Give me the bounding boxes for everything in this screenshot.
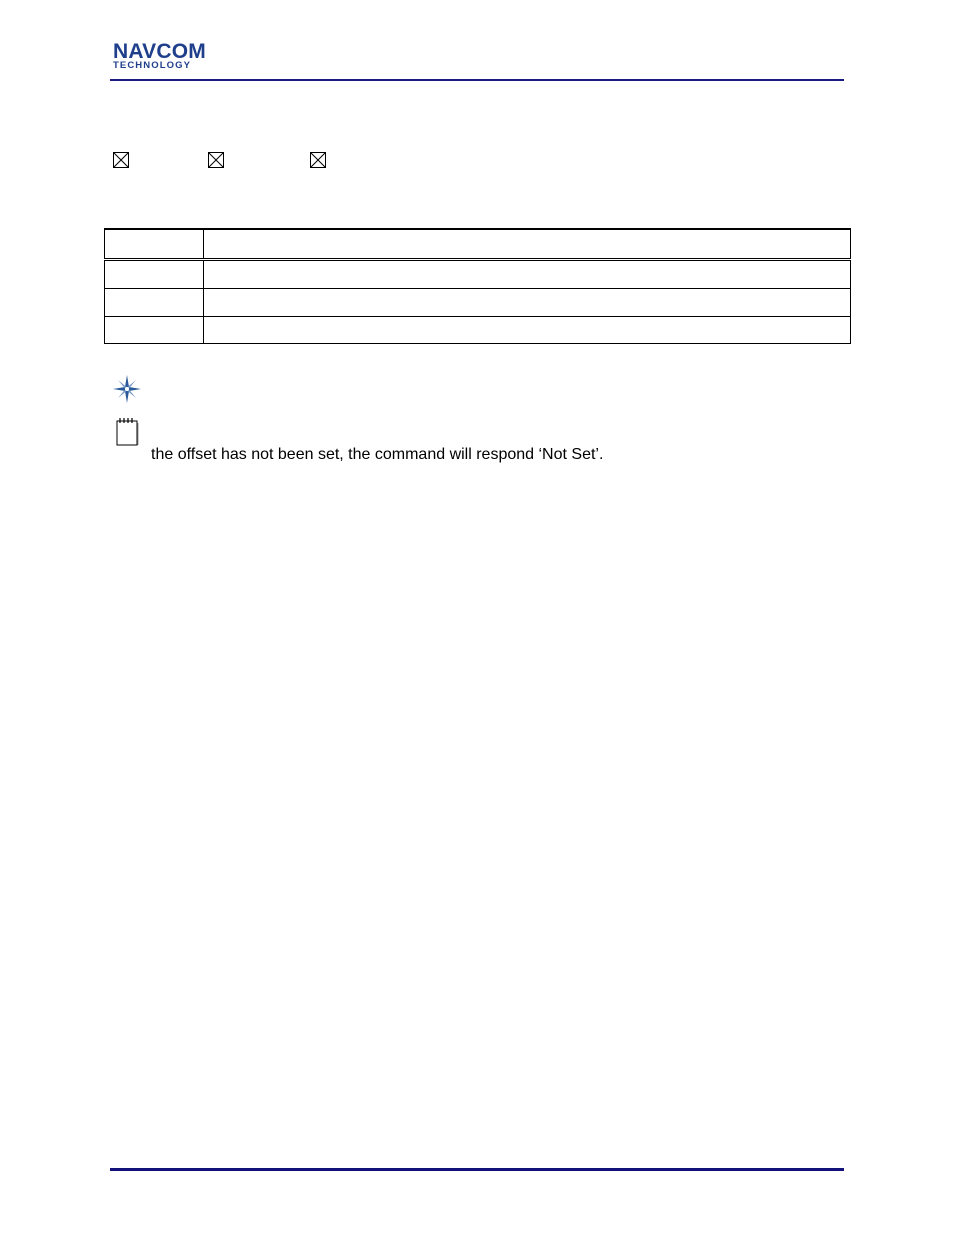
logo-subtitle: TECHNOLOGY xyxy=(113,60,192,71)
table-row xyxy=(105,317,851,344)
note-text: the offset has not been set, the command will respond ‘Not Set’. xyxy=(151,446,604,463)
table-cell xyxy=(204,289,851,317)
logo-wordmark: NAVCOM xyxy=(113,40,206,63)
header-rule xyxy=(110,79,844,81)
navcom-logo xyxy=(113,42,235,71)
compass-star-icon xyxy=(113,375,141,403)
checkbox-x-icon xyxy=(113,152,129,168)
table-cell xyxy=(105,229,204,260)
table-cell xyxy=(204,317,851,344)
checkbox-x-icon xyxy=(208,152,224,168)
notepad-icon xyxy=(116,418,140,446)
table-cell xyxy=(105,260,204,289)
table-cell xyxy=(204,229,851,260)
table-cell xyxy=(105,317,204,344)
table-row xyxy=(105,260,851,289)
table-row xyxy=(105,289,851,317)
table-cell xyxy=(105,289,204,317)
table-cell xyxy=(204,260,851,289)
table-row xyxy=(105,229,851,260)
parameter-table xyxy=(104,228,851,344)
checkbox-x-icon xyxy=(310,152,326,168)
footer-rule xyxy=(110,1168,844,1171)
